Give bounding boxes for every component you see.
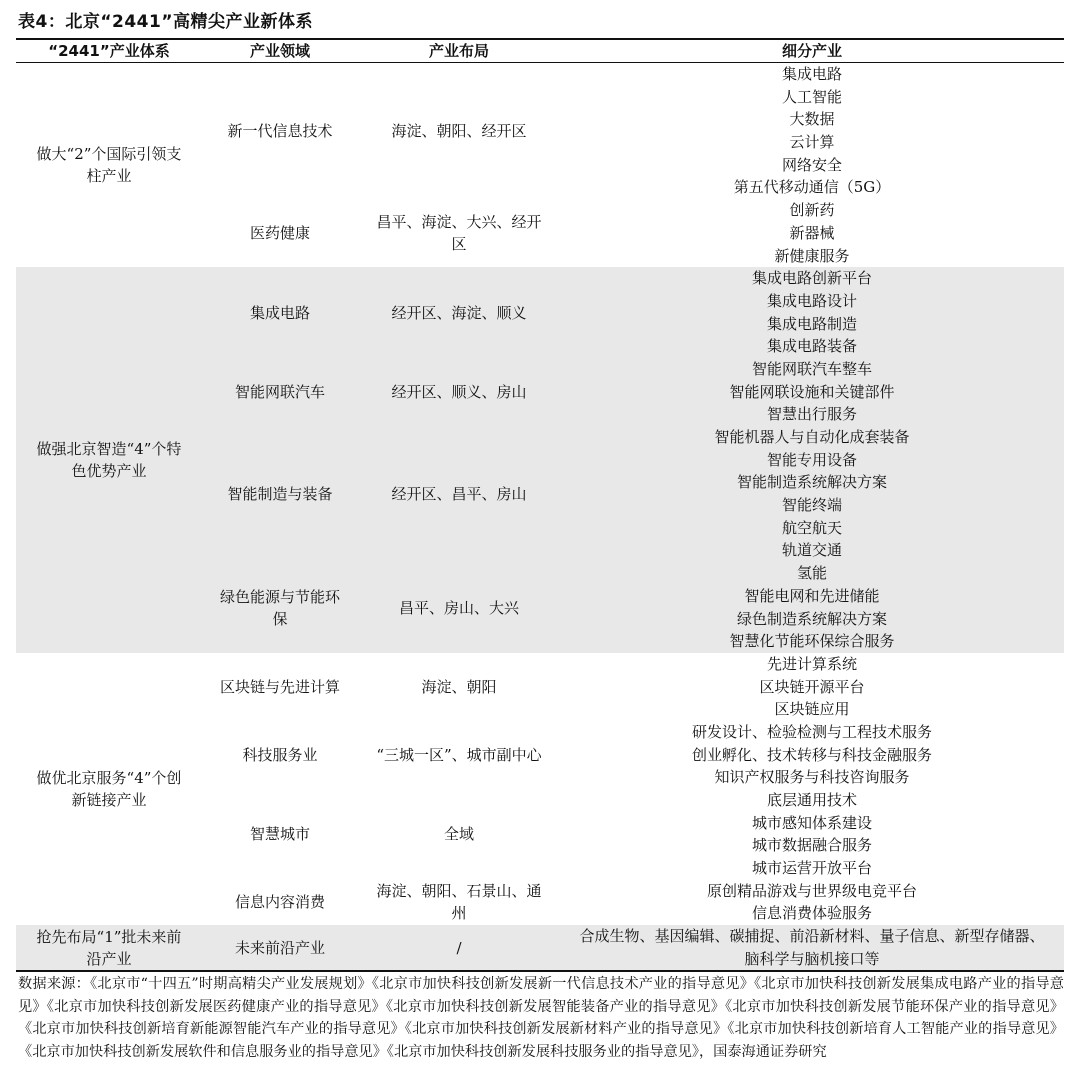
detail-cell: 合成生物、基因编辑、碳捕捉、前沿新材料、量子信息、新型存储器、脑科学与脑机接口等 [579, 927, 1045, 968]
detail-cell: 区块链应用 [774, 700, 850, 719]
detail-cell: 先进计算系统 [766, 654, 857, 673]
field-cell: 科技服务业 [242, 745, 318, 764]
detail-cell: 集成电路 [781, 65, 842, 83]
detail-cell: 智能网联设施和关键部件 [729, 382, 895, 401]
detail-cell: 新健康服务 [774, 246, 850, 265]
system-cell: 抢先布局“1”批未来前沿产业 [36, 927, 182, 968]
source-note: 数据来源：《北京市“十四五”时期高精尖产业发展规划》《北京市加快科技创新发展新一代信息技术产业的指导意见》《北京市加快科技创新发展集成电路产业的指导意见》《北京市加快科技创新发展医药健康产业的指导意见》《北京市加快科技创新发展智能装备产业的指导意见》《北京市加快科技创新发展节能环保产业的指导意见》《北京市加快科技创新培育新能源智能汽车产业的指导意见》《北京市加快科技创新发展新材料产业的指导意见》《北京市加快科技创新培育人工智能产业的指导意见》《北京市加快科技创新发展软件和信息服务业的指导意见》《北京市加快科技创新发展科技服务业的指导意见》，国泰海通证券研究 [18, 976, 1064, 1060]
layout-cell: 海淀、朝阳 [421, 677, 497, 696]
detail-cell: 智能制造系统解决方案 [736, 473, 887, 492]
detail-cell: 城市运营开放平台 [751, 859, 872, 878]
field-cell: 智能制造与装备 [227, 485, 333, 504]
detail-cell: 集成电路设计 [766, 291, 857, 310]
layout-cell: 经开区、海淀、顺义 [391, 303, 527, 322]
layout-cell: 海淀、朝阳、石景山、通州 [376, 882, 542, 923]
layout-cell: “三城一区”、城市副中心 [376, 745, 542, 764]
table-title: 表4：北京“2441”高精尖产业新体系 [18, 12, 313, 32]
system-cell: 做大“2”个国际引领支柱产业 [36, 145, 182, 186]
detail-cell: 智能终端 [781, 496, 842, 515]
system-cell: 做强北京智造“4”个特色优势产业 [36, 440, 182, 481]
detail-cell: 创业孵化、技术转移与科技金融服务 [691, 745, 932, 764]
detail-cell: 新器械 [789, 223, 835, 242]
detail-cell: 集成电路装备 [766, 337, 857, 356]
detail-cell: 研发设计、检验检测与工程技术服务 [691, 722, 932, 741]
detail-cell: 智慧出行服务 [766, 405, 857, 424]
layout-cell: 昌平、海淀、大兴、经开区 [376, 213, 542, 254]
layout-cell: 经开区、昌平、房山 [391, 485, 527, 504]
detail-cell: 城市数据融合服务 [751, 836, 872, 855]
detail-cell: 智能专用设备 [766, 450, 857, 469]
layout-cell: 经开区、顺义、房山 [391, 382, 527, 401]
detail-cell: 网络安全 [781, 155, 842, 174]
field-cell: 绿色能源与节能环保 [219, 587, 340, 628]
field-cell: 集成电路 [249, 303, 310, 322]
field-cell: 未来前沿产业 [234, 938, 325, 957]
header-layout: 产业布局 [358, 40, 560, 63]
header-field: 产业领域 [202, 40, 358, 63]
detail-cell: 绿色制造系统解决方案 [736, 609, 887, 628]
detail-cell: 智慧化节能环保综合服务 [729, 632, 895, 651]
detail-cell: 智能网联汽车整车 [751, 359, 872, 378]
field-cell: 信息内容消费 [234, 893, 325, 912]
detail-cell: 智能电网和先进储能 [744, 586, 880, 605]
detail-cell: 知识产权服务与科技咨询服务 [714, 768, 910, 787]
layout-cell: / [456, 938, 462, 957]
detail-cell: 人工智能 [781, 87, 842, 106]
field-cell: 医药健康 [249, 224, 310, 243]
detail-cell: 智能机器人与自动化成套装备 [714, 428, 910, 446]
detail-cell: 航空航天 [781, 518, 842, 537]
field-cell: 区块链与先进计算 [219, 677, 340, 696]
industry-table [16, 40, 1064, 970]
layout-cell: 全域 [443, 825, 474, 844]
field-cell: 智慧城市 [249, 825, 310, 844]
detail-cell: 原创精品游戏与世界级电竞平台 [706, 881, 917, 900]
detail-cell: 集成电路制造 [766, 314, 857, 333]
detail-cell: 底层通用技术 [766, 791, 857, 809]
detail-cell: 集成电路创新平台 [751, 269, 872, 288]
detail-cell: 轨道交通 [781, 541, 842, 560]
detail-cell: 氢能 [796, 564, 827, 583]
table-bottom-rule [16, 970, 1064, 972]
detail-cell: 第五代移动通信（5G） [733, 178, 891, 197]
detail-cell: 大数据 [789, 110, 835, 129]
detail-cell: 区块链开源平台 [759, 677, 865, 696]
field-cell: 新一代信息技术 [227, 122, 333, 141]
layout-cell: 昌平、房山、大兴 [398, 598, 519, 617]
header-detail: 细分产业 [560, 40, 1064, 63]
detail-cell: 云计算 [789, 133, 835, 152]
detail-cell: 信息消费体验服务 [751, 904, 872, 923]
detail-cell: 创新药 [789, 201, 835, 220]
detail-cell: 城市感知体系建设 [751, 813, 872, 832]
header-system: “2441”产业体系 [16, 40, 202, 63]
system-cell: 做优北京服务“4”个创新链接产业 [36, 769, 182, 809]
layout-cell: 海淀、朝阳、经开区 [391, 122, 527, 141]
field-cell: 智能网联汽车 [234, 382, 325, 401]
